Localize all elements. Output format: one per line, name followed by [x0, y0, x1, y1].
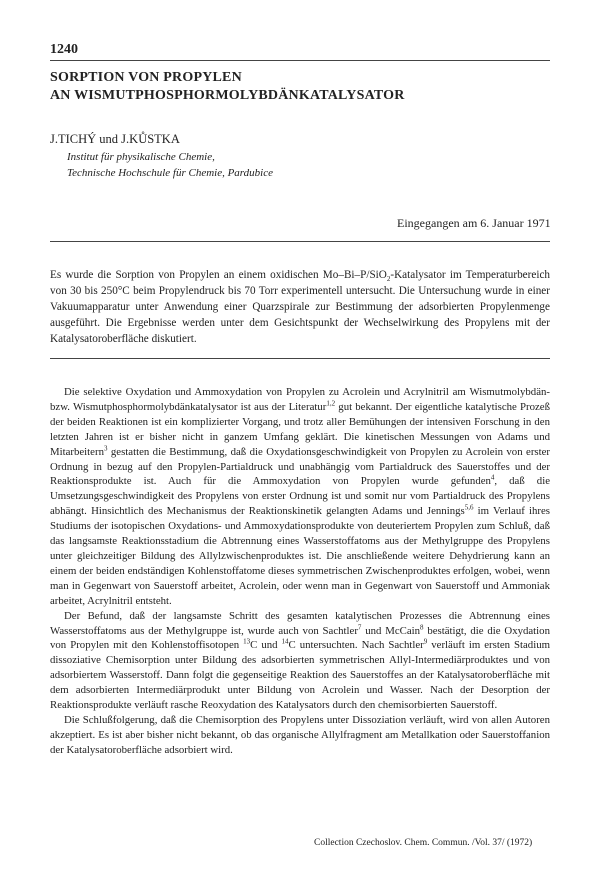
- text: und McCain: [361, 624, 421, 637]
- text: C untersuchten. Nach Sachtler: [288, 639, 424, 652]
- text: gestatten die Bestimmung, daß die Oxydationsgeschwindigkeit von Propylen zu Acrolein von erster Ordnung in bezug auf den Propylen-Partialdruck und unabhängig vom Partialdruck des Sauerstoffes und der Reaktionsprodukte ist. Auch für die Ammoxydation von Propylen wurde gefunden: [50, 445, 550, 488]
- institution-line-1: Institut für physikalische Chemie,: [67, 151, 215, 163]
- reference: 5,6: [464, 503, 474, 512]
- article-title-line-2: AN WISMUTPHOSPHORMOLYBDÄNKATALYSATOR: [50, 88, 405, 103]
- header-rule: [50, 60, 550, 61]
- text: gut bekannt. Der eigentliche katalytische Prozeß der beiden Reaktionen ist ein komplizierter Vorgang, und trotz aller Bemühungen der intensiven Forschung in den letzten Jahren ist er bisher nicht in ganzem Umfang geklärt. Die kinetischen Messungen von Adams und Mitarbeitern: [50, 400, 550, 458]
- text: im Verlauf ihres Studiums der isotopischen Oxydations- und Ammoxydationsprodukte von deuteriertem Propylen zum Schluß, daß das langsamste Reaktionsstadium die Abtrennung eines Wasserstoffatoms aus der Methylgruppe des Propylens unter gleichzeitiger Bildung des Allylzwischenproduktes ist. Die anschließende weitere Dehydrierung kann an einem der beiden endständigen Kohlenstoffatome dieses symmetrischen Zwischenproduktes erfolgen, wobei, wenn man in Gegenwart von Sauerstoff arbeitet, Acrolein, oder wenn man in Gegenwart von Sauerstoff und Ammoniak arbeitet, Acrylnitril entsteht.: [50, 505, 551, 607]
- paragraph-1: [50, 385, 550, 609]
- abstract-text-2: -Katalysator im Temperaturbereich von 30 bis 250°C beim Propylendruck bis 70 Torr experimentell untersucht. Die Untersuchung wurde in einer Vakuumapparatur unter Anwendung einer Quarzspirale zur Bestimmung der adsorbierten Propylenmenge ausgeführt. Die Ergebnisse werden unter dem Gesichtspunkt der Wechselwirkung des Propylens mit der Katalysatoroberfläche diskutiert.: [50, 269, 551, 345]
- reference: 7: [357, 622, 362, 631]
- reference: 3: [103, 444, 108, 453]
- institution-line-2: Technische Hochschule für Chemie, Pardubice: [67, 167, 274, 179]
- isotope-mass: 13: [243, 637, 251, 646]
- abstract: [50, 267, 550, 347]
- authors: J.TICHÝ und J.KŮSTKA: [50, 132, 180, 146]
- isotope-mass: 14: [281, 637, 289, 646]
- text: C und: [250, 639, 282, 652]
- abstract-text-1: Es wurde die Sorption von Propylen an einem oxidischen Mo–Bi–P/SiO: [50, 269, 387, 281]
- text: , daß die Umsetzungsgeschwindigkeit des Propylens von erster Ordnung ist und somit nur vom Partialdruck des Propylens abhängt. Hinsichtlich des Mechanismus der Reaktionskinetik gelangten Adams und Jennings: [50, 475, 550, 518]
- body-text: [50, 385, 550, 758]
- received-date: Eingegangen am 6. Januar 1971: [397, 216, 551, 230]
- reference: 1,2: [326, 399, 336, 408]
- abstract-top-rule: [50, 241, 550, 242]
- text: bestätigt, die die Oxydation von Propylen mit den Kohlenstoffisotopen: [50, 624, 550, 652]
- reference: 4: [490, 473, 495, 482]
- paragraph-3: Die Schlußfolgerung, daß die Chemisorption des Propylens unter Dissoziation verläuft, wird von allen Autoren akzeptiert. Es ist aber bisher nicht bekannt, ob das organische Allylfragment am Metallkation oder Sauerstoffanion der Katalysatoroberfläche adsorbiert wird.: [50, 713, 550, 756]
- page-number: 1240: [50, 42, 78, 57]
- text: verläuft im ersten Stadium dissoziative Chemisorption unter Bildung des adsorbierten symmetrischen Allyl-Intermediärproduktes und von adsorbiertem Wasserstoff. Dann folgt die gegenseitige Reaktion des Sauerstoffes an der Katalysatoroberfläche mit dem adsorbierten Intermediärprodukt unter Bildung von Acrolein und Wasser. Nach der Desorption der Reaktionsprodukte verläuft rasche Reoxydation des Katalysators durch den chemisorbierten Sauerstoff.: [50, 639, 550, 712]
- reference: 9: [423, 637, 428, 646]
- text: Der Befund, daß der langsamste Schritt des gesamten katalytischen Prozesses die Abtrennung eines Wasserstoffatoms aus der Methylgruppe ist, wurde auch von Sachtler: [50, 609, 550, 637]
- text: Die selektive Oxydation und Ammoxydation von Propylen zu Acrolein und Acrylnitril am Wismutmolybdän- bzw. Wismutphosphormolybdänkatalysator ist aus der Literatur: [50, 386, 550, 413]
- abstract-bottom-rule: [50, 358, 550, 359]
- journal-citation: Collection Czechoslov. Chem. Commun. /Vol. 37/ (1972): [314, 838, 533, 848]
- abstract-subscript: 2: [386, 275, 391, 284]
- reference: 8: [420, 622, 424, 631]
- paragraph-2: [50, 609, 550, 713]
- article-title-line-1: SORPTION VON PROPYLEN: [50, 70, 242, 85]
